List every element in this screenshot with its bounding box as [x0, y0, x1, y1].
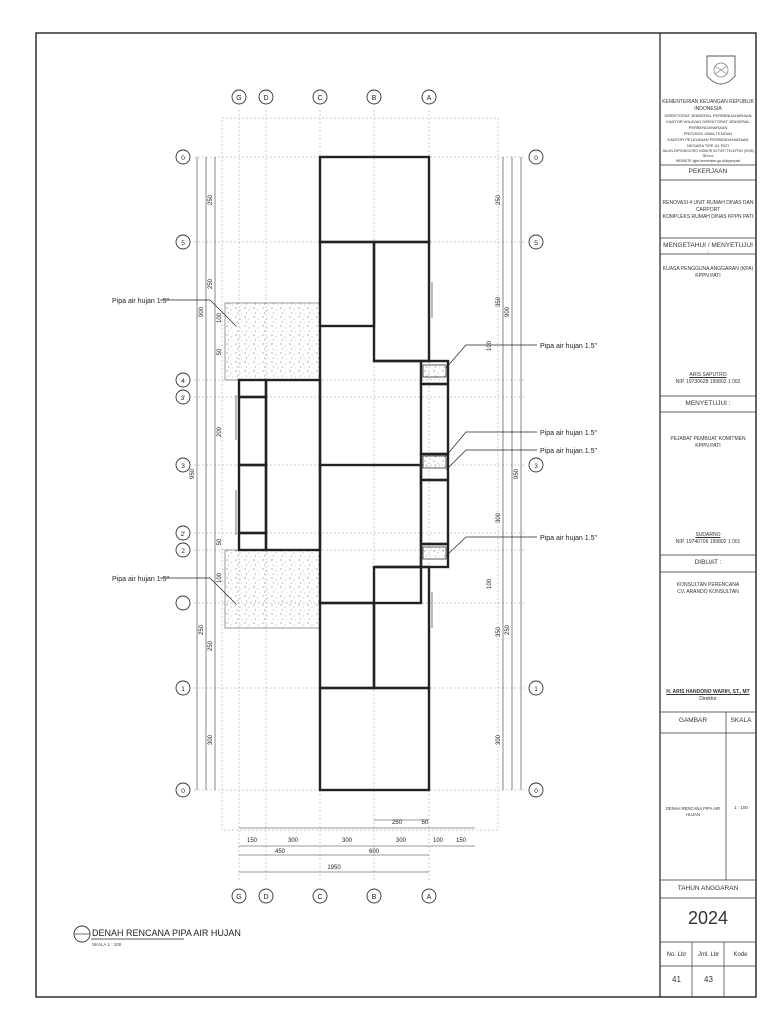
agency-line: PROVINSI JAWA TENGAH [683, 131, 733, 136]
dim-bottom: 300 [287, 838, 299, 844]
project-description [662, 200, 754, 221]
pipe-leaders [160, 300, 537, 604]
section-menyetujui: MENYETUJUI : [685, 400, 731, 407]
grid-label-bottom: G [236, 894, 242, 901]
director-name: H. ARIS HANDONO WARIH, ST., MT [666, 689, 750, 695]
pipe-label: Pipa air hujan 1.5" [540, 535, 597, 542]
pipe-label: Pipa air hujan 1.5" [112, 576, 169, 583]
dim-right: 950 [514, 468, 520, 480]
dim-left: 900 [199, 306, 205, 318]
dim-bottom: 100 [432, 838, 444, 844]
dim-bottom-row2: 600 [368, 849, 380, 855]
gravel-area-upper [225, 303, 320, 380]
kpa-block [662, 266, 754, 280]
pipe-label: Pipa air hujan 1.5" [112, 298, 169, 305]
grid-row-label: 5 [181, 240, 185, 247]
dimension-text-right [487, 194, 520, 745]
ppk-line: PEJABAT PEMBUAT KOMITMEN [670, 436, 746, 442]
dim-right-inner: 100 [487, 340, 493, 352]
ministry-logo-icon [707, 56, 735, 84]
grid-label-top: G [236, 95, 242, 102]
dim-left: 300 [208, 734, 214, 746]
section-pekerjaan: PEKERJAAN [688, 168, 728, 175]
agency-line: DIREKTORAT JENDERAL PERBENDAHARAAN [664, 113, 752, 118]
drawing-scale: SKALA 1 : 100 [92, 942, 122, 947]
grid-row-label: 2' [180, 531, 186, 538]
dim-bottom-top: 250 [391, 820, 403, 826]
grid-label-bottom: D [263, 894, 269, 901]
grid-labels-bottom [236, 894, 431, 901]
consultant-line: CV. ARANDO KONSULTAN [677, 589, 739, 595]
consultant-line: KONSULTAN PERENCANA [676, 582, 740, 588]
col-skala-header: SKALA [730, 717, 752, 724]
dim-right-inner: 100 [487, 578, 493, 590]
ppk-nip: NIP. 19740706 199802 1 001 [675, 539, 741, 545]
project-line: KOMPLEKS RUMAH DINAS KPPN PATI [662, 214, 754, 220]
dim-right: 350 [496, 296, 502, 308]
agency-line: KANTOR WILAYAH DIREKTORAT JENDERAL PERBENDAHARAAN [666, 119, 750, 130]
pipe-label: Pipa air hujan 1.5" [540, 448, 597, 455]
gambar-value: DENAH RENCANA PIPA AIR HUJAN [665, 806, 721, 817]
ppk-name: SUDARNO [695, 532, 721, 538]
grid-row-label: 3 [181, 463, 185, 470]
grid-row-label-right: 3 [534, 463, 538, 470]
title-block-lines [660, 165, 756, 997]
grid-bubbles-right [529, 150, 543, 797]
grid-label-bottom: B [371, 894, 377, 901]
grid-labels-top [236, 95, 431, 102]
grid-row-label: 1 [181, 686, 185, 693]
dim-bottom-row2: 450 [274, 849, 286, 855]
kpa-line: KUASA PENGGUNA ANGGARAN (KPA) [662, 266, 754, 272]
agency-line: WEBSITE djpb.kemenkeu.go.id/kppn/pati [675, 159, 741, 163]
kpa-name: ARIS SAPUTRO [689, 372, 727, 378]
dim-left: 250 [199, 624, 205, 636]
pipe-label: Pipa air hujan 1.5" [540, 430, 597, 437]
grid-label-top: B [371, 95, 377, 102]
grid-label-bottom: C [317, 894, 323, 901]
jml-lbr-label: Jml. Lbr [697, 952, 720, 958]
grid-row-label: 2 [181, 548, 185, 555]
drawing-title: DENAH RENCANA PIPA AIR HUJAN [92, 928, 241, 938]
sheet-border [36, 33, 756, 997]
kpa-signature [662, 372, 754, 386]
grid-label-top: C [317, 95, 323, 102]
grid-row-label-right: 0 [534, 155, 538, 162]
dim-bottom: 300 [395, 838, 407, 844]
tahun-anggaran-label: TAHUN ANGGARAN [677, 885, 739, 892]
dim-right: 250 [505, 624, 511, 636]
dim-left-inner: 100 [217, 312, 223, 324]
dim-right: 350 [496, 626, 502, 638]
dim-bottom: 150 [246, 838, 258, 844]
dim-left-inner: 50 [217, 348, 223, 356]
pipe-label: Pipa air hujan 1.5" [540, 343, 597, 350]
dimension-text-bottom [247, 820, 467, 871]
grid-lines [194, 110, 525, 880]
col-gambar-header: GAMBAR [678, 717, 708, 724]
grid-row-label-right: 5 [534, 240, 538, 247]
building-walls [239, 157, 448, 790]
gravel-area-lower [225, 550, 320, 628]
agency-header [662, 99, 754, 164]
director-signature [662, 689, 754, 703]
no-lbr-value: 41 [672, 975, 681, 984]
ppk-signature [662, 532, 754, 546]
dim-left: 250 [208, 640, 214, 652]
grid-bubbles-left [176, 150, 190, 797]
dimension-lines-left [197, 157, 215, 790]
dim-right: 250 [496, 194, 502, 206]
jml-lbr-value: 43 [704, 975, 713, 984]
grid-row-label: 0 [181, 788, 185, 795]
section-dibuat: DIBUAT : [694, 559, 722, 566]
ppk-line: KPPN PATI [695, 443, 721, 449]
ppk-block [662, 436, 754, 450]
dimension-text-left [190, 194, 223, 745]
dim-right: 900 [505, 306, 511, 318]
tahun-anggaran-value: 2024 [687, 908, 729, 928]
dim-left-inner: 200 [217, 426, 223, 438]
drawing-title-block [74, 926, 241, 947]
grid-label-top: D [263, 95, 269, 102]
no-lbr-label: No. Lbr [666, 952, 687, 958]
project-line: RENOVASI 4 UNIT RUMAH DINAS DAN CARPORT [662, 200, 754, 213]
director-role: Direktur [699, 696, 717, 702]
pipe-labels [112, 298, 597, 583]
kpa-nip: NIP. 19730628 199802 1 002 [675, 379, 741, 385]
dim-bottom-total: 1950 [327, 865, 341, 871]
dim-bottom: 300 [341, 838, 353, 844]
grid-label-bottom: A [426, 894, 432, 901]
kpa-line: KPPN PATI [695, 273, 721, 279]
dim-left: 250 [208, 194, 214, 206]
grid-row-label: 0 [181, 155, 185, 162]
consultant-block [662, 582, 754, 596]
grid-row-label-right: 0 [534, 788, 538, 795]
dim-right-inner: 300 [496, 512, 502, 524]
grid-label-top: A [426, 95, 432, 102]
grid-row-label: 3' [180, 395, 186, 402]
dim-right: 300 [496, 734, 502, 746]
dimension-lines-bottom [239, 820, 475, 872]
skala-value: 1 : 100 [734, 805, 748, 810]
agency-line: KANTOR PELAYANAN PERBENDAHARAAN NEGARA TIPE A1 PATI [667, 137, 749, 148]
grid-labels-left [181, 155, 186, 795]
dim-left-inner: 50 [217, 538, 223, 546]
dim-bottom-top: 50 [421, 820, 429, 826]
dim-bottom: 150 [455, 838, 467, 844]
dim-left: 950 [190, 468, 196, 480]
kode-label: Kode [733, 952, 748, 958]
agency-line: KEMENTERIAN KEUANGAN REPUBLIK INDONESIA [662, 99, 754, 112]
grid-row-label: 4 [181, 378, 185, 385]
dim-left-inner: 100 [217, 572, 223, 584]
downpipe-boxes [423, 365, 446, 559]
dim-left: 250 [208, 278, 214, 290]
grid-row-label-right: 1 [534, 686, 538, 693]
grid-labels-right [534, 155, 538, 795]
agency-line: JALAN DIPONEGORO NOMOR 50 PATI TELEPON (0295) 381xxx [662, 149, 754, 158]
section-mengetahui: MENGETAHUI / MENYETUJUI : [663, 242, 753, 256]
